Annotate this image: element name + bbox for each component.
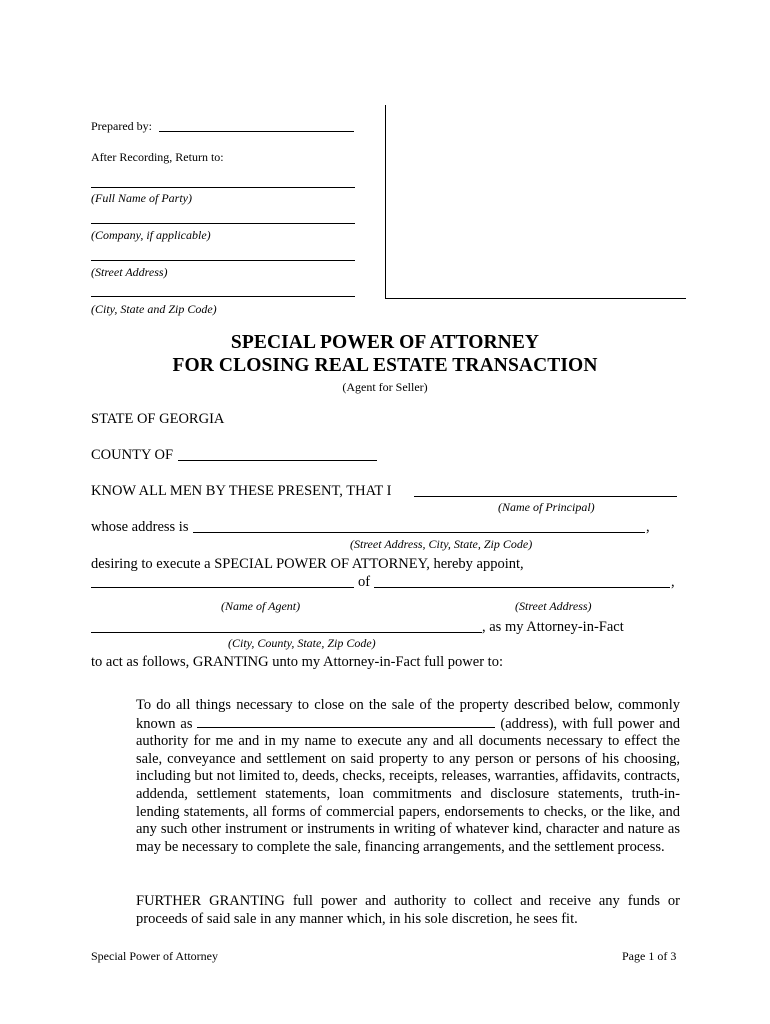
document-title-line1: SPECIAL POWER OF ATTORNEY (230, 332, 540, 353)
state-label: STATE OF GEORGIA (91, 411, 225, 427)
agent-name-caption: (Name of Agent) (221, 599, 301, 613)
address-comma: , (646, 519, 650, 535)
footer-title: Special Power of Attorney (91, 949, 218, 963)
recording-box-divider (385, 105, 386, 298)
prepared-by-label: Prepared by: (91, 119, 152, 133)
appoint-comma: , (671, 574, 675, 590)
powers-paragraph-start: To do all things necessary to close on the sale of the property described below, commonly known as (136, 697, 680, 732)
know-all-men-text: KNOW ALL MEN BY THESE PRESENT, THAT I (91, 483, 392, 499)
full-name-caption: (Full Name of Party) (91, 191, 192, 205)
city-caption: (City, State and Zip Code) (91, 302, 217, 316)
page-number: Page 1 of 3 (622, 949, 677, 963)
powers-paragraph (136, 697, 680, 856)
principal-caption: (Name of Principal) (498, 500, 595, 514)
full-name-line[interactable] (91, 187, 355, 188)
county-line[interactable] (178, 460, 377, 461)
of-label: of (358, 574, 371, 590)
city-line[interactable] (91, 296, 355, 297)
powers-paragraph-rest: (address), with full power and authority for me and in my name to execute any and all documents necessary to effect the sale, conveyance and settlement on said property to any person or persons of his choosing, including but not limited to, deeds, checks, receipts, releases, warranties, affidavits, contracts, addenda, settlement statements, loan commitments and disclosure statements, truth-in-lending statements, all forms of commercial papers, endorsements to checks, or the like, and any such other instrument or instruments in writing of whatever kind, character and nature as may be necessary to complete the sale, financing arrangements, and the settlement process. (136, 715, 681, 855)
agent-street-line[interactable] (374, 587, 670, 588)
desiring-text: desiring to execute a SPECIAL POWER OF ATTORNEY, hereby appoint, (91, 556, 524, 572)
agent-name-line[interactable] (91, 587, 354, 588)
principal-address-line[interactable] (193, 532, 645, 533)
street-line[interactable] (91, 260, 355, 261)
to-act-text: to act as follows, GRANTING unto my Attorney-in-Fact full power to: (91, 654, 503, 670)
document-subtitle: (Agent for Seller) (342, 380, 428, 394)
attorney-in-fact-text: , as my Attorney-in-Fact (482, 619, 624, 635)
whose-address-label: whose address is (91, 519, 189, 535)
agent-street-caption: (Street Address) (515, 599, 592, 613)
document-title-line2: FOR CLOSING REAL ESTATE TRANSACTION (172, 355, 598, 376)
company-caption: (Company, if applicable) (91, 228, 211, 242)
prepared-by-line[interactable] (159, 131, 354, 132)
agent-city-line[interactable] (91, 632, 482, 633)
street-caption: (Street Address) (91, 265, 168, 279)
further-granting-paragraph: FURTHER GRANTING full power and authority to collect and receive any funds or proceeds of said sale in any manner which, in his sole discretion, he sees fit. (136, 893, 680, 927)
agent-city-caption: (City, County, State, Zip Code) (228, 636, 376, 650)
address-caption: (Street Address, City, State, Zip Code) (350, 537, 533, 551)
recording-box-bottom (385, 298, 686, 299)
principal-name-line[interactable] (414, 496, 677, 497)
county-label: COUNTY OF (91, 447, 174, 463)
company-line[interactable] (91, 223, 355, 224)
after-recording-label: After Recording, Return to: (91, 150, 224, 164)
property-address-line[interactable] (197, 715, 495, 728)
